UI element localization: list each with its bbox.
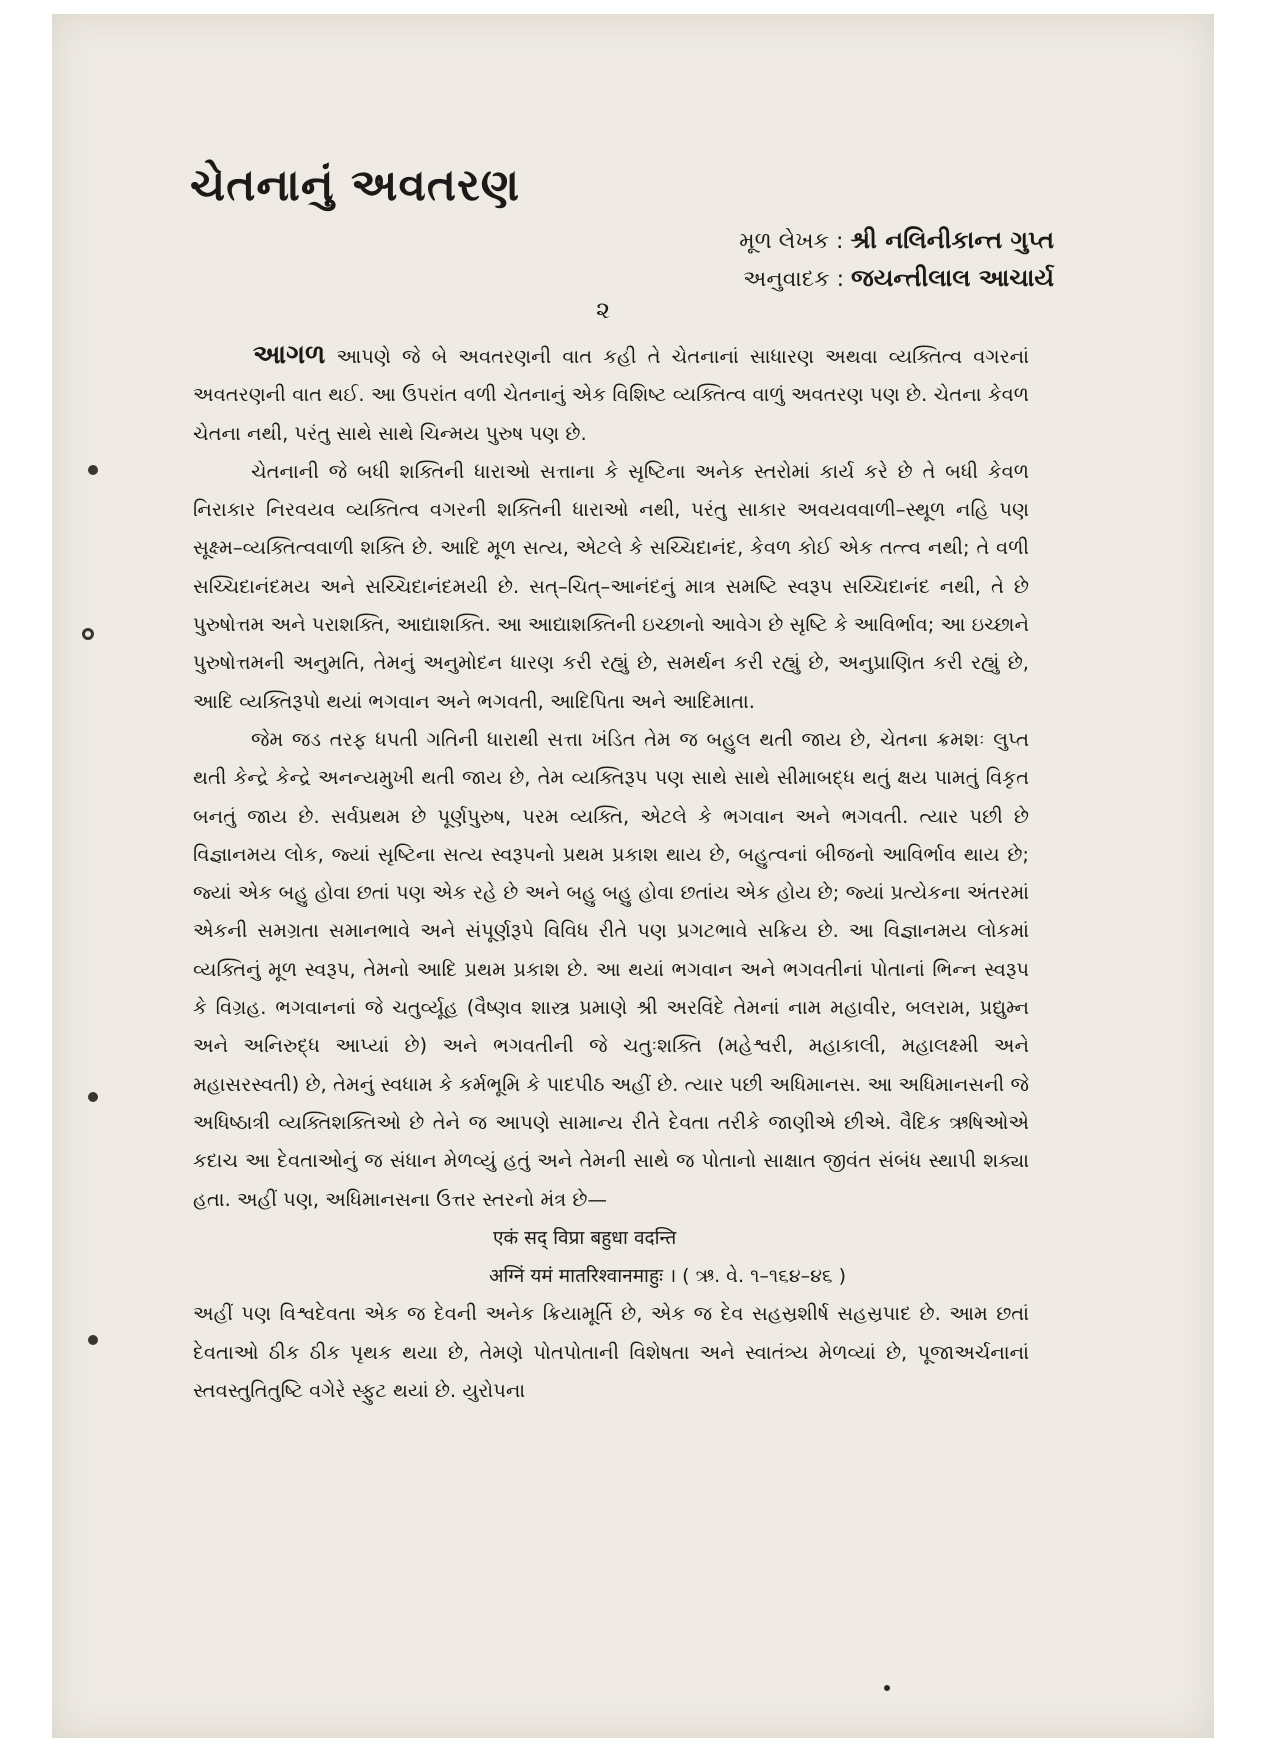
paragraph xyxy=(193,336,1029,453)
paragraph: જેમ જડ તરફ ધપતી ગતિની ધારાથી સત્તા ખંડિત તેમ જ બહુલ થતી જાય છે, ચેતના ક્રમશઃ લુપ્ત થતી કેન્દ્રે કેન્દ્રે અનન્યમુખી થતી જાય છે, તેમ વ્યક્તિરૂપ પણ સાથે સાથે સીમાબદ્ધ થતું ક્ષય પામતું વિકૃત બનતું જાય છે. સર્વપ્રથમ છે પૂર્ણપુરુષ, પરમ વ્યક્તિ, એટલે કે ભગવાન અને ભગવતી. ત્યાર પછી છે વિજ્ઞાનમય લોક, જ્યાં સૃષ્ટિના સત્ય સ્વરૂપનો પ્રથમ પ્રકાશ થાય છે, બહુત્વનાં બીજનો આવિર્ભાવ થાય છે; જ્યાં એક બહુ હોવા છતાં પણ એક રહે છે અને બહુ બહુ હોવા છતાંય એક હોય છે; જ્યાં પ્રત્યેકના અંતરમાં એકની સમગ્રતા સમાનભાવે અને સંપૂર્ણરૂપે વિવિધ રીતે પણ પ્રગટભાવે સક્રિય છે. આ વિજ્ઞાનમય લોકમાં વ્યક્તિનું મૂળ સ્વરૂપ, તેમનો આદિ પ્રથમ પ્રકાશ છે. આ થયાં ભગવાન અને ભગવતીનાં પોતાનાં ભિન્ન સ્વરૂપ કે વિગ્રહ. ભગવાનનાં જે ચતુર્વ્યૂહ (વૈષ્ણવ શાસ્ત્ર પ્રમાણે શ્રી અરવિંદે તેમનાં નામ મહાવીર, બલરામ, પ્રદ્યુમ્ન અને અનિરુદ્ધ આપ્યાં છે) અને ભગવતીની જે ચતુઃશક્તિ (મહેશ્વરી, મહાકાલી, મહાલક્ષ્મી અને મહાસરસ્વતી) છે, તેમનું સ્વધામ કે કર્મભૂમિ કે પાદપીઠ અહીં છે. ત્યાર પછી અધિમાનસ. આ અધિમાનસની જે અધિષ્ઠાત્રી વ્યક્તિશક્તિઓ છે તેને જ આપણે સામાન્ય રીતે દેવતા તરીકે જાણીએ છીએ. વૈદિક ઋષિઓએ કદાચ આ દેવતાઓનું જ સંધાન મેળવ્યું હતું અને તેમની સાથે જ પોતાનો સાક્ષાત જીવંત સંબંધ સ્થાપી શક્યા હતા. અહીં પણ, અધિમાનસના ઉત્તર સ્તરનો મંત્ર છે— xyxy=(193,727,1029,1211)
translator-name: જયન્તીલાલ આચાર્ય xyxy=(851,264,1054,292)
article-body xyxy=(193,336,1029,1410)
translator-line xyxy=(739,260,1054,298)
page-title: ચેતનાનું અવતરણ xyxy=(190,160,521,211)
author-label: મૂળ લેખક : xyxy=(739,229,844,254)
author-name: શ્રી નલિનીકાન્ત ગુપ્ત xyxy=(850,226,1054,254)
punch-hole-ring xyxy=(82,628,94,640)
ink-speck xyxy=(884,1685,890,1691)
paragraph-text: આપણે જે બે અવતરણની વાત કહી તે ચેતનાનાં સાધારણ અથવા વ્યક્તિત્વ વગરનાં અવતરણની વાત થઈ. આ ઉપરાંત વળી ચેતનાનું એક વિશિષ્ટ વ્યક્તિત્વ વાળું અવતરણ પણ છે. ચેતના કેવળ ચેતના નથી, પરંતુ સાથે સાથે ચિન્મય પુરુષ પણ છે. xyxy=(193,345,1029,445)
closing-paragraph: અહીં પણ વિશ્વદેવતા એક જ દેવની અનેક ક્રિયામૂર્તિ છે, એક જ દેવ સહસ્રશીર્ષ સહસ્રપાદ છે. આમ છતાં દેવતાઓ ઠીક ઠીક પૃથક થયા છે, તેમણે પોતપોતાની વિશેષતા અને સ્વાતંત્ર્ય મેળવ્યાં છે, પૂજાઅર્ચનાનાં સ્તવસ્તુતિતુષ્ટિ વગેરે સ્ફુટ થયાં છે. યુરોપના xyxy=(193,1302,1029,1403)
mantra-line: अग्निं यमं मातरिश्वानमाहुः । ( ઋ. વે. ૧–૧૬૪–૪૬ ) xyxy=(489,1265,846,1288)
paragraph: ચેતનાની જે બધી શક્તિની ધારાઓ સત્તાના કે સૃષ્ટિના અનેક સ્તરોમાં કાર્ય કરે છે તે બધી કેવળ નિરાકાર નિરવયવ વ્યક્તિત્વ વગરની શક્તિની ધારાઓ નથી, પરંતુ સાકાર અવયવવાળી–સ્થૂળ નહિ પણ સૂક્ષ્મ–વ્યક્તિત્વવાળી શક્તિ છે. આદિ મૂળ સત્ય, એટલે કે સચ્ચિદાનંદ, કેવળ કોઈ એક તત્ત્વ નથી; તે વળી સચ્ચિદાનંદમય અને સચ્ચિદાનંદમયી છે. સત્–ચિત્–આનંદનું માત્ર સમષ્ટિ સ્વરૂપ સચ્ચિદાનંદ નથી, તે છે પુરુષોત્તમ અને પરાશક્તિ, આદ્યાશક્તિ. આ આદ્યાશક્તિની ઇચ્છાનો આવેગ છે સૃષ્ટિ કે આવિર્ભાવ; આ ઇચ્છાને પુરુષોત્તમની અનુમતિ, તેમનું અનુમોદન ધારણ કરી રહ્યું છે, સમર્થન કરી રહ્યું છે, અનુપ્રાણિત કરી રહ્યું છે, આદિ વ્યક્તિરૂપો થયાં ભગવાન અને ભગવતી, આદિપિતા અને આદિમાતા. xyxy=(193,459,1029,713)
punch-hole-mark xyxy=(88,1092,98,1102)
credits-block xyxy=(739,222,1054,298)
part-number: ૨ xyxy=(596,296,611,324)
translator-label: અનુવાદક : xyxy=(743,267,845,292)
lead-word: આગળ xyxy=(253,340,326,370)
author-line xyxy=(739,222,1054,260)
punch-hole-mark xyxy=(88,1335,98,1345)
mantra-line: एकं सद् विप्रा बहुधा वदन्ति xyxy=(493,1226,677,1249)
punch-hole-mark xyxy=(88,465,98,475)
